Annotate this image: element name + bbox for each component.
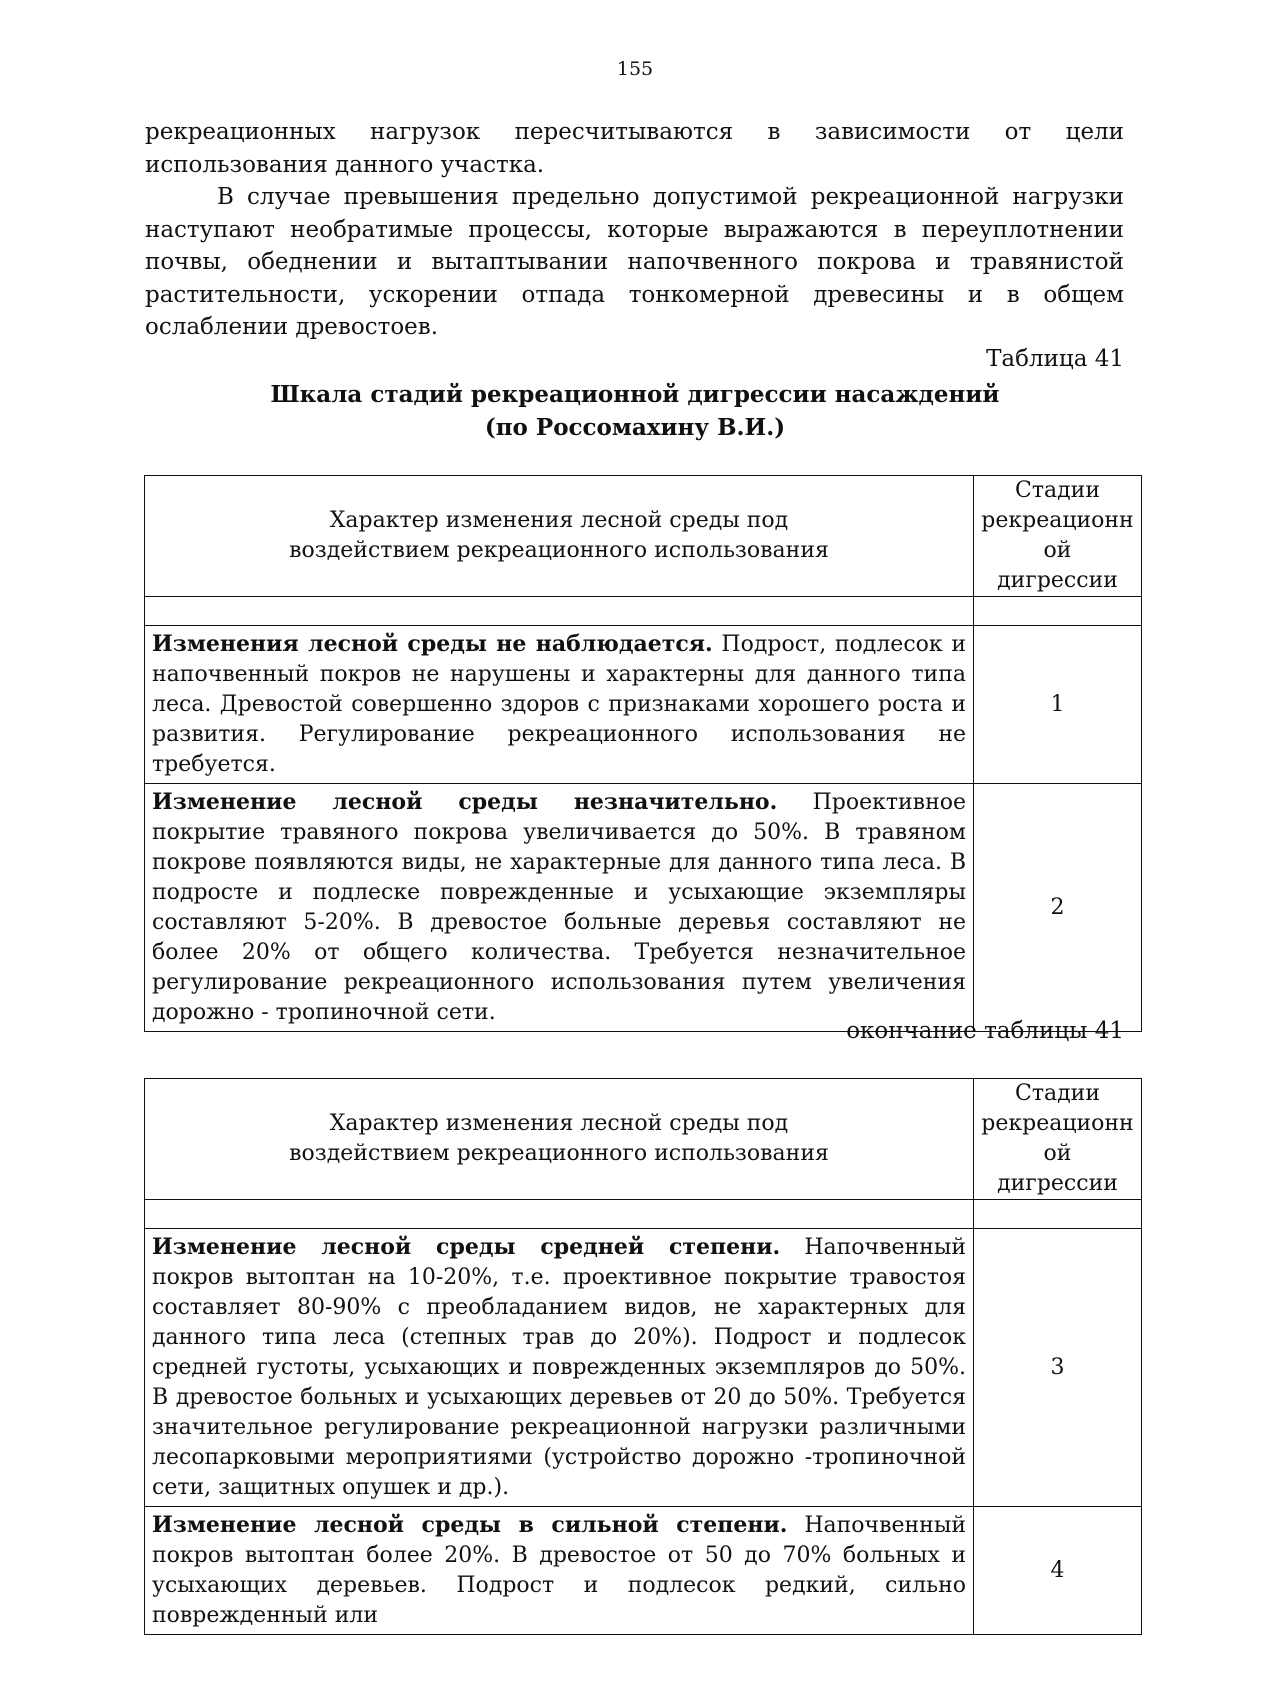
row-stage: 4 — [974, 1507, 1142, 1635]
header-description — [145, 1079, 974, 1200]
row-description — [145, 1229, 974, 1507]
row-stage: 1 — [974, 626, 1142, 784]
row-text: Проективное покрытие травяного покрова увеличивается до 50%. В травяном покрове появляются виды, не характерные для данного типа леса. В подросте и подлеске поврежденные и усыхающие экземпляры составляют 5-20%. В древостое больные деревья составляют не более 20% от общего количества. Требуется незначительное регулирование рекреационного использования путем увеличения дорожно - тропиночной сети. — [152, 790, 966, 1025]
table-row — [145, 1229, 1142, 1507]
row-lead: Изменение лесной среды средней степени. — [152, 1234, 781, 1260]
header-description-text: Характер изменения лесной среды под воздействием рекреационного использования — [289, 508, 829, 563]
row-text: Подрост, подлесок и напочвенный покров не нарушены и характерны для данного типа леса. Древостой совершенно здоров с признаками хорошего роста и развития. Регулирование рекреационного использования не требуется. — [152, 632, 967, 777]
paragraph-main: В случае превышения предельно допустимой рекреационной нагрузки наступают необратимые процессы, которые выражаются в переуплотнении почвы, обеднении и вытаптывании напочвенного покрова и травянистой растительности, ускорении отпада тонкомерной древесины и в общем ослаблении древостоев. — [145, 184, 1124, 340]
row-stage: 3 — [974, 1229, 1142, 1507]
header-description-text: Характер изменения лесной среды под воздействием рекреационного использования — [289, 1111, 829, 1166]
table-title-line-2: (по Россомахину В.И.) — [484, 414, 786, 441]
row-lead: Изменение лесной среды в сильной степени. — [152, 1512, 788, 1538]
continuation-label: окончание таблицы 41 — [846, 1018, 1124, 1044]
spacer-cell — [145, 1200, 974, 1229]
header-stage: Стадии рекреационн ой дигрессии — [974, 476, 1142, 597]
table-row — [145, 1507, 1142, 1635]
digression-table-part-2 — [144, 1078, 1142, 1635]
row-description — [145, 1507, 974, 1635]
row-text: Напочвенный покров вытоптан на 10-20%, т.е. проективное покрытие травостоя составляет 80-90% с преобладанием видов, не характерных для данного типа леса (степных трав до 20%). Подрост и подлесок средней густоты, усыхающих и поврежденных экземпляров до 50%. В древостое больных и усыхающих деревьев от 20 до 50%. Требуется значительное регулирование рекреационной нагрузки различными лесопарковыми мероприятиями (устройство дорожно -тропиночной сети, защитных опушек и др.). — [152, 1235, 966, 1500]
row-lead: Изменения лесной среды не наблюдается. — [152, 631, 713, 657]
table-label: Таблица 41 — [986, 346, 1124, 372]
table-header-row — [145, 1079, 1142, 1200]
row-stage: 2 — [974, 784, 1142, 1032]
spacer-cell — [974, 1200, 1142, 1229]
page-number: 155 — [616, 58, 654, 80]
row-text: Напочвенный покров вытоптан более 20%. В древостое от 50 до 70% больных и усыхающих деревьев. Подрост и подлесок редкий, сильно поврежденный или — [152, 1513, 966, 1628]
header-stage: Стадии рекреационн ой дигрессии — [974, 1079, 1142, 1200]
row-lead: Изменение лесной среды незначительно. — [152, 789, 778, 815]
table-title-line-1: Шкала стадий рекреационной дигрессии насаждений — [270, 381, 1000, 408]
table-spacer-row — [145, 1200, 1142, 1229]
paragraph-continuation: рекреационных нагрузок пересчитываются в зависимости от цели использования данного участка. — [145, 119, 1124, 178]
